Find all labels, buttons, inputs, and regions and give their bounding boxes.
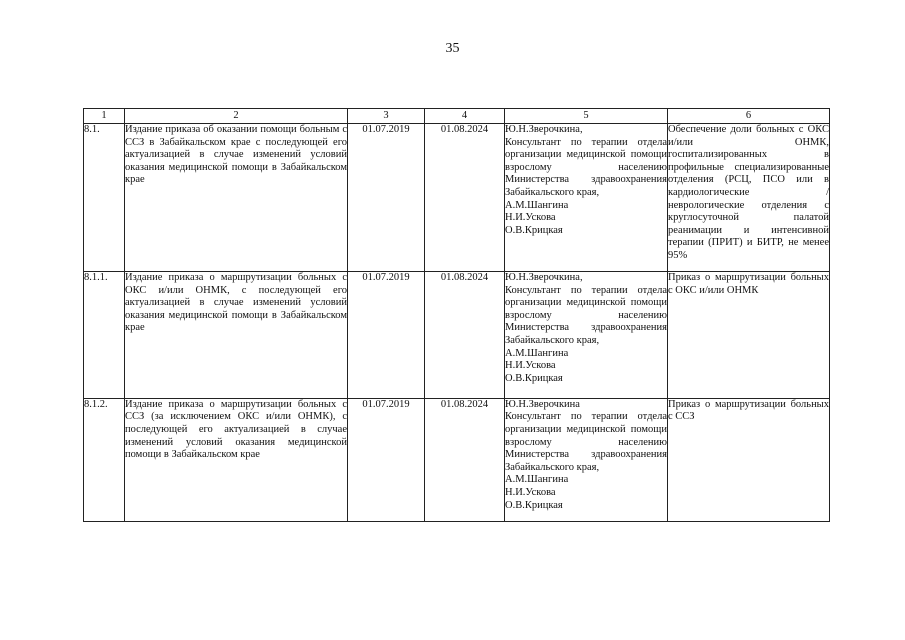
responsible-line: Консультант по терапии отдела организации медицинской помощи взрослому населению Министерства здравоохранения Забайкальского края,: [505, 136, 667, 198]
responsible-line: Ю.Н.Зверочкина: [505, 398, 580, 410]
responsible-persons: [505, 271, 668, 398]
table-row: [84, 398, 830, 521]
page-number: 35: [445, 41, 460, 56]
responsible-line: Ю.Н.Зверочкина,: [505, 124, 583, 135]
measure-title: [125, 271, 348, 398]
start-date: 01.07.2019: [348, 271, 425, 398]
responsible-persons: [505, 398, 668, 521]
table-row: [84, 124, 830, 272]
responsible-line: О.В.Крицкая: [505, 372, 563, 384]
responsible-line: Консультант по терапии отдела организации медицинской помощи взрослому населению Министерства здравоохранения Забайкальского края,: [505, 411, 667, 473]
column-number-header: 4: [425, 109, 505, 124]
responsible-persons: [505, 124, 668, 272]
responsible-line: А.М.Шангина: [505, 199, 569, 211]
responsible-line: Ю.Н.Зверочкина,: [505, 271, 583, 283]
column-number-header: 3: [348, 109, 425, 124]
expected-result: Приказ о маршрутизации больных с ОКС и/или ОНМК: [668, 271, 830, 398]
item-number: 8.1.2.: [84, 398, 125, 521]
responsible-line: Н.И.Ускова: [505, 212, 556, 224]
responsible-line: О.В.Крицкая: [505, 224, 563, 236]
responsible-line: Н.И.Ускова: [505, 360, 556, 372]
measure-title-text: Издание приказа о маршрутизации больных с ССЗ (за исключением ОКС и/или ОНМК), с последующей его актуализацией в случае изменений условий оказания медицинской помощи в Забайкальском крае: [125, 398, 347, 461]
responsible-line: А.М.Шангина: [505, 347, 569, 359]
end-date: 01.08.2024: [425, 398, 505, 521]
expected-result: Приказ о маршрутизации больных с ССЗ: [668, 398, 830, 521]
measure-title: [125, 124, 348, 272]
column-number-header: 5: [505, 109, 668, 124]
item-number: 8.1.1.: [84, 271, 125, 398]
column-number-header: 1: [84, 109, 125, 124]
responsible-line: О.В.Крицкая: [505, 499, 563, 511]
plan-table: [83, 108, 830, 522]
end-date: 01.08.2024: [425, 124, 505, 272]
column-number-header: 6: [668, 109, 830, 124]
end-date: 01.08.2024: [425, 271, 505, 398]
start-date: 01.07.2019: [348, 124, 425, 272]
expected-result: Обеспечение доли больных с ОКС и/или ОНМК, госпитализированных в профильные специализированные отделения (РСЦ, ПСО или в кардиологические / неврологические отделения с круглосуточной палатой реанимации и интенсивной терапии (ПРИТ) и БИТР, не менее 95%: [668, 124, 830, 272]
table-row: [84, 271, 830, 398]
column-number-header: 2: [125, 109, 348, 124]
table-header-row: [84, 109, 830, 124]
measure-title-text: Издание приказа о маршрутизации больных с ОКС и/или ОНМК, с последующей его актуализацией в случае изменений условий оказания медицинской помощи в Забайкальском крае: [125, 271, 347, 334]
item-number: 8.1.: [84, 124, 125, 272]
measure-title: [125, 398, 348, 521]
start-date: 01.07.2019: [348, 398, 425, 521]
responsible-line: Н.И.Ускова: [505, 487, 556, 499]
responsible-line: А.М.Шангина: [505, 474, 569, 486]
responsible-line: Консультант по терапии отдела организации медицинской помощи взрослому населению Министерства здравоохранения Забайкальского края,: [505, 284, 667, 346]
measure-title-text: Издание приказа об оказании помощи больным с ССЗ в Забайкальском крае с последующей его актуализацией в случае изменений условий оказания медицинской помощи в Забайкальском крае: [125, 124, 347, 186]
